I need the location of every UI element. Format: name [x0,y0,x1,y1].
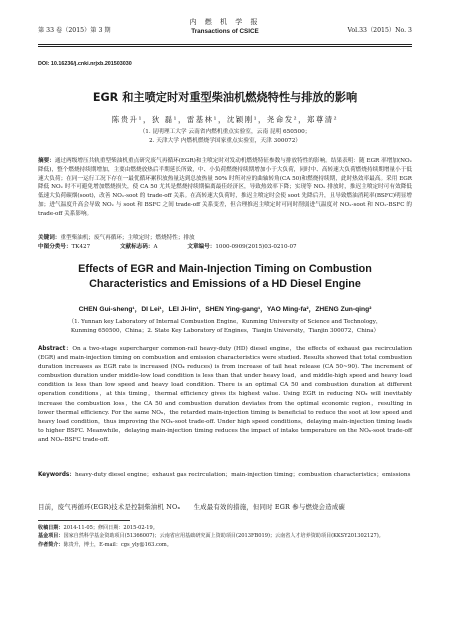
classification-article-id [187,243,296,252]
affiliation-cn-line-1: （1. 昆明理工大学 云南省内燃机重点实验室，云南 昆明 650500； [139,129,311,135]
affiliation-cn [38,128,412,146]
classification-doc-code [120,243,158,252]
abstract-cn-text: 通过两级增压共轨重型柴油机重点研究废气再循环(EGR)和主喷定时对发动机燃烧特征参数与排放特性的影响。结果表明：随 EGR 率增加(NOₓ降低)，整个燃烧持续期增加，主要由燃烧放热后半期延长所致，中、小负荷燃烧持续期增加小于大负荷，同时中、高转速大负荷燃烧持续期增量小于低速大负荷；在同一运行工况下存在一最优循环累积放热量达到总放热量 50% 时所对应的曲轴转角(CA 50)和燃烧持续期，此时热效率最高。采用 EGR 降低 NOₓ 时不可避免增加燃烧损失，使 CA 50 尤其是燃烧持续期偏离最佳经济区，导致热效率下降；实现等 NOₓ 排放时，推迟主喷定时可有效降低低速大负荷碳烟(soot)，改善 NOₓ-soot 的 trade-off 关系。在高转速大负荷时，推迟主喷定时会使 soot 先降后升，且导致燃油消耗率(BSFC)明显增加；进气温度升高会导致 NOₓ 与 soot 和 BSFC 之间 trade-off 关系变差，但合理推迟主喷定时可同时削弱进气温度对 NOₓ-soot 和 NOₓ-BSFC 的 trade-off 关系影响。 [38,158,412,217]
footnote-funding [38,532,412,540]
classification-cn [38,243,412,252]
header-volume-cn: 第 33 卷（2015）第 3 期 [38,27,111,34]
doi: DOI: 10.16236/j.cnki.nrjxb.201503030 [38,61,132,67]
affiliation-en [38,318,412,335]
keywords-en-label: Keywords： [38,472,75,478]
header-rule-top [38,44,412,45]
keywords-en [38,471,412,480]
body-text-start: 目前，废气再循环(EGR)技术是控制柴油机 NOₓ 生成最有效的措施，但同时 EGR 参与燃烧会造成碳 [38,503,346,511]
affiliation-en-line-2: Kunming 650500，China；2. State Key Laboratory of Engines，Tianjin University，Tianjin 300072，China） [70,327,380,334]
footnote-author-bio [38,541,412,549]
paper-title-en [38,262,412,292]
header-rule-bottom [38,46,412,47]
doc-code-label: 文献标志码： [119,243,154,250]
doc-code-value: A [153,243,158,250]
clc-value: TK427 [71,243,91,250]
keywords-cn-label: 关键词： [38,235,61,241]
keywords-cn [38,234,412,243]
footnote-text: 陈贵升，博士，E-mail：cgs_yly@163.com。 [63,541,172,548]
paper-title-en-line-2: Characteristics and Emissions of a HD Diesel Engine [89,278,361,290]
journal-name-cn: 内 燃 机 学 报 [189,18,261,26]
clc-label: 中图分类号： [38,243,72,250]
abstract-cn [38,157,412,219]
affiliation-cn-line-2: 2. 天津大学 内燃机燃烧学国家重点实验室，天津 300072） [149,138,301,144]
paper-title-cn: EGR 和主喷定时对重型柴油机燃烧特性与排放的影响 [92,91,358,104]
cn-metadata [38,234,412,251]
paper-title-en-line-1: Effects of EGR and Main-Injection Timing on Combustion [78,263,372,275]
affiliation-en-line-1: （1. Yunnan key Laboratory of Internal Combustion Engine，Kunming University of Science and Technology， [68,319,382,325]
abstract-en-text: On a two-stage supercharger common-rail heavy-duty (HD) diesel engine，the effects of exhaust gas recirculation (EGR) and main-injection timing on combustion and emission characteristics were studied. Results showed that total combustion duration increases as EGR rate is increased (NOₓ reduces) is from increase of tail heat release (CA 50~90). The increment of combustion duration under middle-low load condition is less than that under heavy load，and middle-high speed and heavy load condition is less than low speed and heavy load condition. There is an optimal CA 50 and combustion duration at different operation conditions，at this timing，thermal efficiency gives its highest value. Using EGR in reducing NOₓ will inevitably increase the combustion loss，the CA 50 and combustion duration deviates from the optimal economic region，resulting in lower thermal efficiency. For the same NOₓ，the retarded main-injection timing is beneficial to reduce the soot at low speed and heavy load condition，thus improving the NOₓ-soot trade-off. Under high speed conditions，delaying main-injection timing leads to higher BSFC. Meanwhile，delaying main-injection timing reduces the impact of intake temperature on the NOₓ-soot trade-off and NOₓ-BSFC trade-off. [38,346,413,443]
journal-name-en: Transactions of CSICE [191,28,259,35]
author-list-cn: 陈贵升¹，狄 磊¹，雷基林¹，沈颖刚¹，尧命发²，郑尊清² [111,115,339,124]
footnote-received [38,524,412,532]
author-list-en: CHEN Gui-sheng¹，DI Lei¹，LEI Ji-lin¹，SHEN Ying-gang¹，YAO Ming-fa²，ZHENG Zun-qing² [78,306,372,313]
footnote-rule [38,520,130,521]
header-volume-en: Vol.33（2015）No. 3 [347,27,412,34]
article-id-value: 1000-0909(2015)03-0210-07 [215,243,297,250]
keywords-cn-text: 重型柴油机；废气再循环；主喷定时；燃烧特性；排放 [60,235,195,241]
footnote-label: 基金项目： [38,533,64,540]
classification-clc [38,243,90,252]
footnotes [38,524,412,549]
running-header [38,16,412,42]
abstract-cn-label: 摘要： [38,158,55,164]
footnote-text: 国家自然科学基金资助项目(51366007)；云南省应用基础研究面上资助项目(2013FB019)；云南省人才培养资助项目(KKSY201302127)。 [63,533,384,540]
keywords-en-text: heavy-duty diesel engine；exhaust gas recirculation；main-injection timing；combustion characteristics；emissions [74,472,411,478]
article-id-label: 文章编号： [187,243,216,250]
abstract-en [38,345,412,445]
footnote-label: 作者简介： [38,541,64,548]
footnote-label: 收稿日期： [38,525,64,531]
footnote-text: 2014-11-05；修回日期：2015-02-19。 [63,525,158,531]
abstract-en-label: Abstract： [38,346,73,352]
